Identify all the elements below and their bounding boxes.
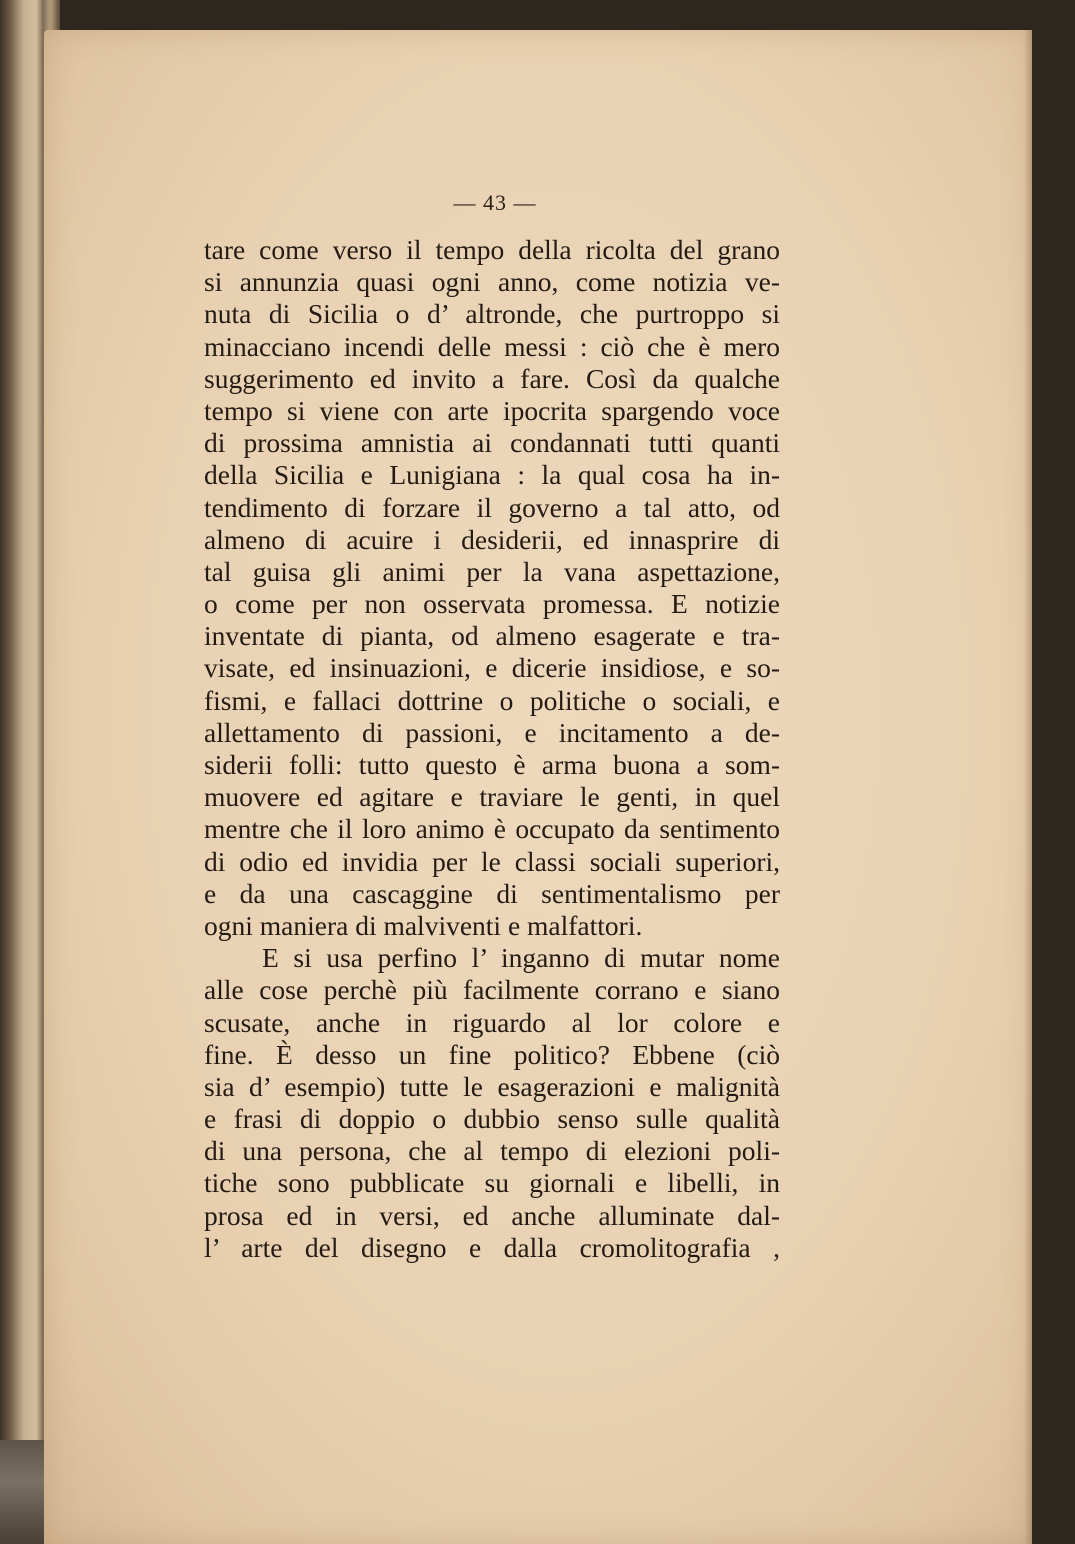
text-line: allettamento di passioni, e incitamento a de-: [204, 716, 780, 748]
text-line: ogni maniera di malviventi e malfattori.: [204, 909, 643, 941]
text-line: mentre che il loro animo è occupato da sentimento: [204, 813, 780, 845]
paragraph-first-line: E si usa perfino l’ inganno di mutar nome: [262, 942, 780, 974]
text-line: almeno di acuire i desiderii, ed innasprire di: [204, 523, 780, 555]
text-line: nuta di Sicilia o d’ altronde, che purtroppo si: [204, 298, 780, 330]
text-line: si annunzia quasi ogni anno, come notizia ve-: [204, 266, 780, 298]
text-line: muovere ed agitare e traviare le genti, in quel: [204, 781, 780, 813]
text-line: fismi, e fallaci dottrine o politiche o sociali, e: [204, 684, 780, 716]
text-line: fine. È desso un fine politico? Ebbene (ciò: [204, 1038, 780, 1070]
text-line: sia d’ esempio) tutte le esagerazioni e malignità: [204, 1070, 780, 1102]
text-line: tare come verso il tempo della ricolta del grano: [204, 234, 780, 265]
text-line: e frasi di doppio o dubbio senso sulle qualità: [204, 1103, 780, 1135]
text-line: visate, ed insinuazioni, e dicerie insidiose, e so-: [204, 652, 780, 684]
page-number: — 43 —: [453, 190, 537, 215]
text-line: siderii folli: tutto questo è arma buona a som-: [204, 749, 780, 780]
book-page: [44, 30, 1032, 1544]
body-text: [204, 234, 780, 1264]
page-edge-shadow: [1024, 30, 1032, 1544]
text-line: di odio ed invidia per le classi sociali superiori,: [204, 845, 780, 877]
text-line: prosa ed in versi, ed anche alluminate dal-: [204, 1199, 780, 1231]
text-line: inventate di pianta, od almeno esagerate e tra-: [204, 620, 780, 652]
text-line: di una persona, che al tempo di elezioni poli-: [204, 1135, 780, 1167]
text-line: alle cose perchè più facilmente corrano e siano: [204, 974, 780, 1006]
text-line: minacciano incendi delle messi : ciò che è mero: [204, 330, 780, 362]
text-line: tiche sono pubblicate su giornali e libelli, in: [204, 1167, 780, 1199]
text-line: tal guisa gli animi per la vana aspettazione,: [204, 555, 780, 587]
text-line: della Sicilia e Lunigiana : la qual cosa ha in-: [204, 459, 780, 491]
text-line: tendimento di forzare il governo a tal atto, od: [204, 491, 780, 523]
text-line: di prossima amnistia ai condannati tutti quanti: [204, 427, 780, 459]
text-line: tempo si viene con arte ipocrita spargendo voce: [204, 394, 780, 426]
text-line: e da una cascaggine di sentimentalismo per: [204, 877, 780, 909]
text-line: l’ arte del disegno e dalla cromolitografia ,: [204, 1231, 780, 1263]
text-line: scusate, anche in riguardo al lor colore e: [204, 1006, 780, 1038]
text-line: o come per non osservata promessa. E notizie: [204, 588, 780, 620]
text-line: suggerimento ed invito a fare. Così da qualche: [204, 362, 780, 394]
